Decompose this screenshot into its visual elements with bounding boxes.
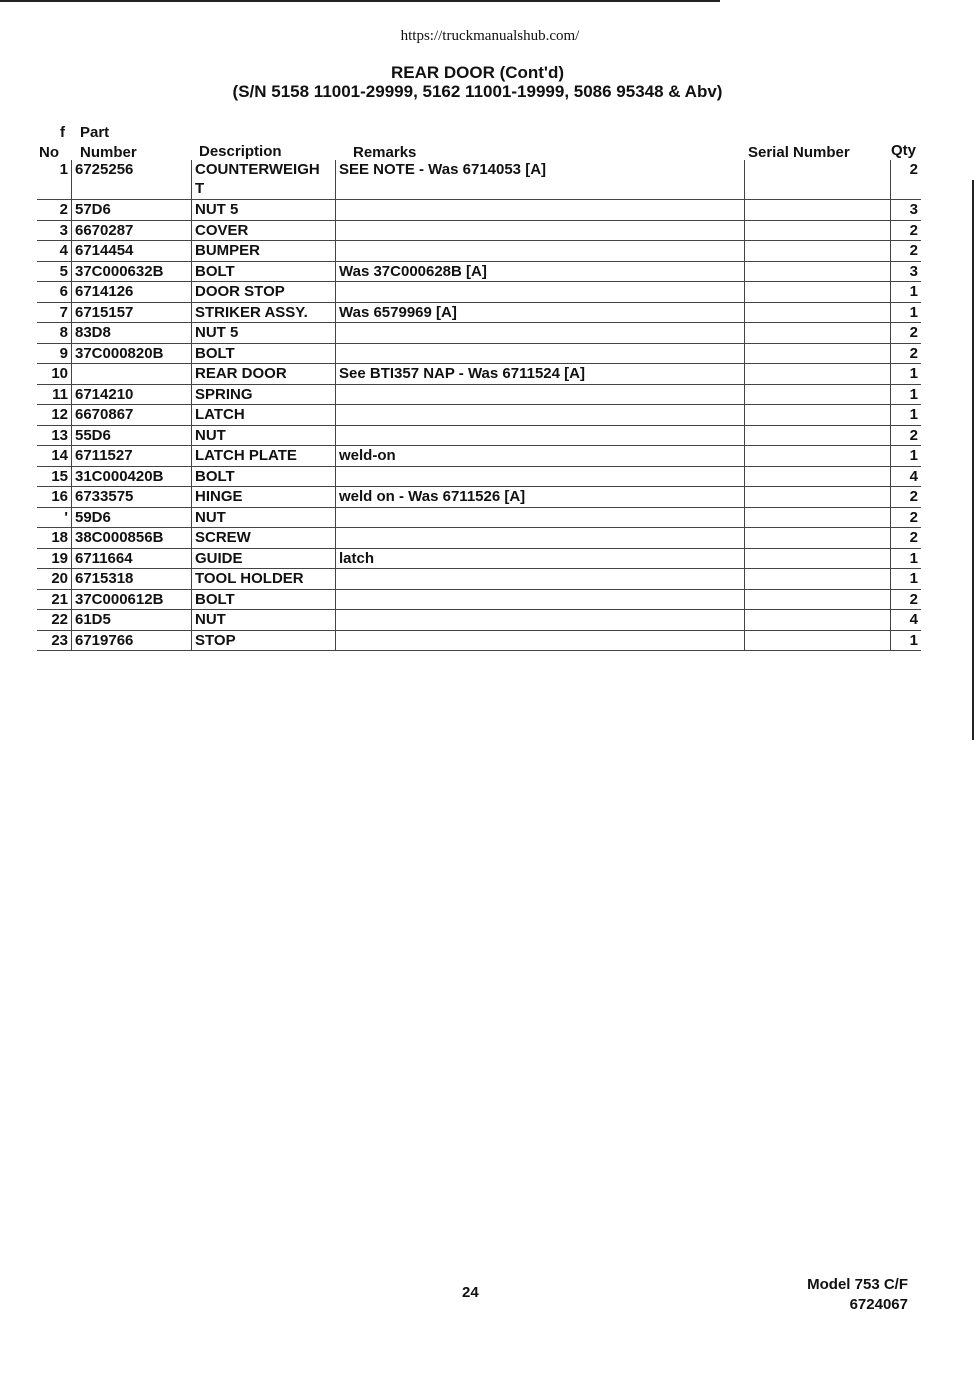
remarks-cell: Was 37C000628B [A] xyxy=(336,261,745,282)
row-no-cell: 20 xyxy=(37,569,72,590)
serial-number-cell xyxy=(745,343,891,364)
remarks-cell: Was 6579969 [A] xyxy=(336,302,745,323)
page-title xyxy=(0,63,955,101)
table-row xyxy=(37,425,921,446)
title-line-1: REAR DOOR (Cont'd) xyxy=(390,63,565,82)
part-number-cell: 6670867 xyxy=(72,405,192,426)
header-no-top: f xyxy=(60,124,65,141)
part-number-cell: 83D8 xyxy=(72,323,192,344)
part-number-cell xyxy=(72,364,192,385)
remarks-cell: SEE NOTE - Was 6714053 [A] xyxy=(336,160,745,200)
part-number-cell: 37C000612B xyxy=(72,589,192,610)
qty-cell: 1 xyxy=(891,364,922,385)
source-url: https://truckmanualshub.com/ xyxy=(400,28,580,44)
description-cell: BOLT xyxy=(192,466,336,487)
row-no-cell: 13 xyxy=(37,425,72,446)
serial-number-cell xyxy=(745,241,891,262)
part-number-cell: 37C000632B xyxy=(72,261,192,282)
description-cell: LATCH xyxy=(192,405,336,426)
description-cell: NUT 5 xyxy=(192,323,336,344)
serial-number-cell xyxy=(745,548,891,569)
description-cell: NUT xyxy=(192,425,336,446)
header-remarks: Remarks xyxy=(353,144,417,161)
row-no-cell: 3 xyxy=(37,220,72,241)
remarks-cell xyxy=(336,589,745,610)
remarks-cell xyxy=(336,466,745,487)
remarks-cell xyxy=(336,384,745,405)
qty-cell: 1 xyxy=(891,302,922,323)
qty-cell: 1 xyxy=(891,405,922,426)
header-description: Description xyxy=(199,143,282,160)
table-row xyxy=(37,200,921,221)
remarks-cell: See BTI357 NAP - Was 6711524 [A] xyxy=(336,364,745,385)
table-row xyxy=(37,384,921,405)
qty-cell: 1 xyxy=(891,569,922,590)
serial-number-cell xyxy=(745,200,891,221)
qty-cell: 1 xyxy=(891,446,922,467)
serial-number-cell xyxy=(745,261,891,282)
row-no-cell: 10 xyxy=(37,364,72,385)
description-cell: NUT xyxy=(192,507,336,528)
description-cell: NUT 5 xyxy=(192,200,336,221)
remarks-cell xyxy=(336,569,745,590)
description-cell: SPRING xyxy=(192,384,336,405)
qty-cell: 2 xyxy=(891,528,922,549)
part-number-cell: 6714454 xyxy=(72,241,192,262)
table-row xyxy=(37,405,921,426)
qty-cell: 2 xyxy=(891,425,922,446)
part-number-cell: 61D5 xyxy=(72,610,192,631)
remarks-cell xyxy=(336,630,745,651)
qty-cell: 1 xyxy=(891,282,922,303)
serial-number-cell xyxy=(745,466,891,487)
qty-cell: 2 xyxy=(891,487,922,508)
table-row xyxy=(37,466,921,487)
row-no-cell: 15 xyxy=(37,466,72,487)
serial-number-cell xyxy=(745,507,891,528)
table-row xyxy=(37,548,921,569)
header-serial-number: Serial Number xyxy=(748,144,850,161)
serial-number-cell xyxy=(745,528,891,549)
row-no-cell: 9 xyxy=(37,343,72,364)
part-number-cell: 6670287 xyxy=(72,220,192,241)
description-cell: HINGE xyxy=(192,487,336,508)
table-row xyxy=(37,364,921,385)
remarks-cell xyxy=(336,323,745,344)
parts-table-body xyxy=(37,160,921,651)
qty-cell: 2 xyxy=(891,343,922,364)
remarks-cell xyxy=(336,507,745,528)
part-number-cell: 6711527 xyxy=(72,446,192,467)
qty-cell: 1 xyxy=(891,384,922,405)
row-no-cell: 23 xyxy=(37,630,72,651)
qty-cell: 4 xyxy=(891,610,922,631)
serial-number-cell xyxy=(745,384,891,405)
part-number-cell: 6714126 xyxy=(72,282,192,303)
description-cell: BOLT xyxy=(192,343,336,364)
table-row xyxy=(37,282,921,303)
description-cell: REAR DOOR xyxy=(192,364,336,385)
row-no-cell: 21 xyxy=(37,589,72,610)
row-no-cell: 5 xyxy=(37,261,72,282)
page-number: 24 xyxy=(462,1284,479,1301)
table-row xyxy=(37,589,921,610)
part-number-cell: 6725256 xyxy=(72,160,192,200)
title-line-2: (S/N 5158 11001-29999, 5162 11001-19999, 5086 95348 & Abv) xyxy=(232,82,723,101)
row-no-cell: 19 xyxy=(37,548,72,569)
top-rule xyxy=(0,0,720,2)
part-number-cell: 57D6 xyxy=(72,200,192,221)
description-cell: BOLT xyxy=(192,261,336,282)
header-part-top: Part xyxy=(80,124,110,141)
part-number-cell: 38C000856B xyxy=(72,528,192,549)
scan-edge-mark xyxy=(972,180,974,740)
table-row xyxy=(37,241,921,262)
table-row xyxy=(37,160,921,200)
row-no-cell: 11 xyxy=(37,384,72,405)
row-no-cell: 7 xyxy=(37,302,72,323)
table-row xyxy=(37,446,921,467)
serial-number-cell xyxy=(745,446,891,467)
table-row xyxy=(37,507,921,528)
serial-number-cell xyxy=(745,282,891,303)
description-cell: STRIKER ASSY. xyxy=(192,302,336,323)
table-row xyxy=(37,220,921,241)
serial-number-cell xyxy=(745,323,891,344)
table-row xyxy=(37,302,921,323)
row-no-cell: 12 xyxy=(37,405,72,426)
row-no-cell: 22 xyxy=(37,610,72,631)
part-number-cell: 37C000820B xyxy=(72,343,192,364)
header-part-number: Number xyxy=(80,144,137,161)
remarks-cell xyxy=(336,282,745,303)
table-row xyxy=(37,528,921,549)
remarks-cell: weld-on xyxy=(336,446,745,467)
remarks-cell xyxy=(336,200,745,221)
qty-cell: 3 xyxy=(891,261,922,282)
remarks-cell: latch xyxy=(336,548,745,569)
qty-cell: 2 xyxy=(891,241,922,262)
row-no-cell: 8 xyxy=(37,323,72,344)
header-no: No xyxy=(39,144,59,161)
part-number-cell: 6714210 xyxy=(72,384,192,405)
table-row xyxy=(37,487,921,508)
serial-number-cell xyxy=(745,160,891,200)
row-no-cell: 4 xyxy=(37,241,72,262)
qty-cell: 2 xyxy=(891,323,922,344)
serial-number-cell xyxy=(745,487,891,508)
header-qty: Qty xyxy=(891,142,917,159)
serial-number-cell xyxy=(745,425,891,446)
remarks-cell xyxy=(336,528,745,549)
model-name: Model 753 C/F xyxy=(807,1276,908,1293)
description-cell: COUNTERWEIGH T xyxy=(192,160,336,200)
description-cell: BOLT xyxy=(192,589,336,610)
model-info xyxy=(807,1275,908,1315)
serial-number-cell xyxy=(745,364,891,385)
remarks-cell: weld on - Was 6711526 [A] xyxy=(336,487,745,508)
remarks-cell xyxy=(336,220,745,241)
row-no-cell: 18 xyxy=(37,528,72,549)
description-cell: BUMPER xyxy=(192,241,336,262)
row-no-cell: 16 xyxy=(37,487,72,508)
qty-cell: 2 xyxy=(891,507,922,528)
part-number-cell: 55D6 xyxy=(72,425,192,446)
description-cell: COVER xyxy=(192,220,336,241)
serial-number-cell xyxy=(745,405,891,426)
table-row xyxy=(37,630,921,651)
table-row xyxy=(37,610,921,631)
row-no-cell: 2 xyxy=(37,200,72,221)
table-row xyxy=(37,569,921,590)
row-no-cell: 1 xyxy=(37,160,72,200)
serial-number-cell xyxy=(745,630,891,651)
part-number-cell: 6733575 xyxy=(72,487,192,508)
description-cell: GUIDE xyxy=(192,548,336,569)
table-row xyxy=(37,323,921,344)
part-number-cell: 6715157 xyxy=(72,302,192,323)
qty-cell: 1 xyxy=(891,630,922,651)
serial-number-cell xyxy=(745,589,891,610)
remarks-cell xyxy=(336,405,745,426)
remarks-cell xyxy=(336,425,745,446)
description-cell: DOOR STOP xyxy=(192,282,336,303)
part-number-cell: 59D6 xyxy=(72,507,192,528)
table-row xyxy=(37,261,921,282)
table-row xyxy=(37,343,921,364)
remarks-cell xyxy=(336,241,745,262)
description-cell: STOP xyxy=(192,630,336,651)
serial-number-cell xyxy=(745,302,891,323)
qty-cell: 1 xyxy=(891,548,922,569)
qty-cell: 2 xyxy=(891,220,922,241)
part-number-cell: 6719766 xyxy=(72,630,192,651)
description-cell: LATCH PLATE xyxy=(192,446,336,467)
parts-table xyxy=(37,160,921,651)
description-cell: SCREW xyxy=(192,528,336,549)
part-number-cell: 6711664 xyxy=(72,548,192,569)
row-no-cell: 6 xyxy=(37,282,72,303)
qty-cell: 2 xyxy=(891,160,922,200)
qty-cell: 3 xyxy=(891,200,922,221)
part-number-cell: 31C000420B xyxy=(72,466,192,487)
model-number: 6724067 xyxy=(849,1296,908,1313)
qty-cell: 2 xyxy=(891,589,922,610)
row-no-cell: ' xyxy=(37,507,72,528)
qty-cell: 4 xyxy=(891,466,922,487)
remarks-cell xyxy=(336,343,745,364)
serial-number-cell xyxy=(745,569,891,590)
description-cell: TOOL HOLDER xyxy=(192,569,336,590)
serial-number-cell xyxy=(745,610,891,631)
description-cell: NUT xyxy=(192,610,336,631)
serial-number-cell xyxy=(745,220,891,241)
row-no-cell: 14 xyxy=(37,446,72,467)
part-number-cell: 6715318 xyxy=(72,569,192,590)
remarks-cell xyxy=(336,610,745,631)
